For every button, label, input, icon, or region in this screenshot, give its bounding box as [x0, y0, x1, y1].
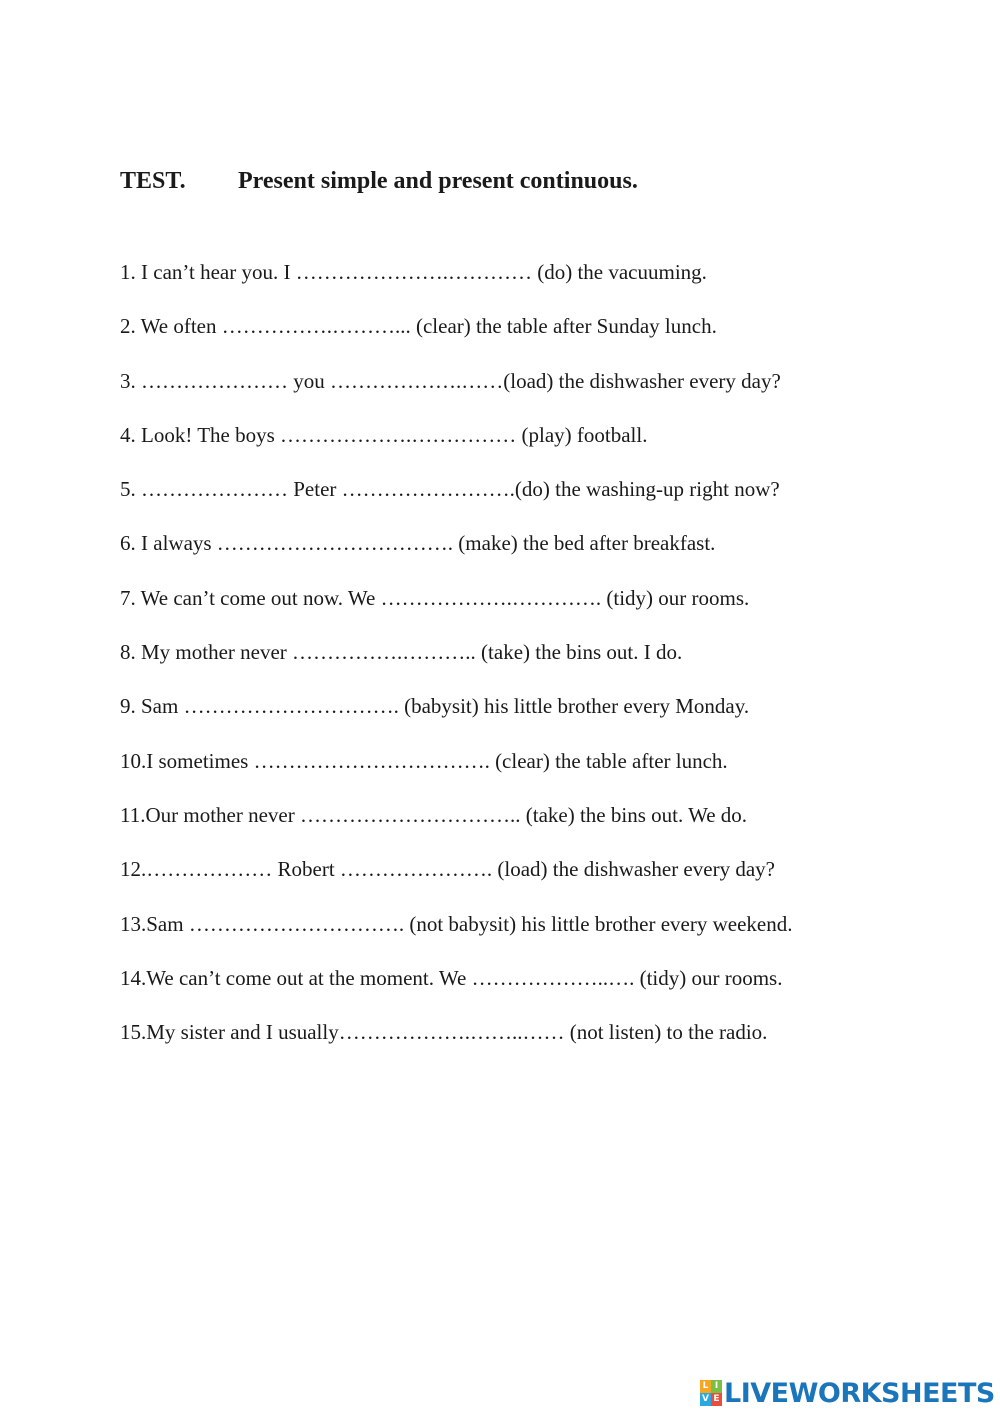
question-item: 8. My mother never …………….……….. (take) the bins out. I do.	[120, 640, 683, 665]
question-item: 14.We can’t come out at the moment. We ………………..…. (tidy) our rooms.	[120, 965, 783, 990]
worksheet-title	[120, 168, 638, 195]
logo-mark-letter: I	[711, 1380, 722, 1393]
title-label: TEST.	[120, 168, 186, 194]
question-item: 13.Sam …………………………. (not babysit) his little brother every weekend.	[120, 911, 793, 936]
question-item: 9. Sam …………………………. (babysit) his little brother every Monday.	[120, 694, 750, 719]
logo-mark-letter: L	[700, 1380, 711, 1393]
question-item: 4. Look! The boys ……………….…………… (play) football.	[120, 422, 648, 447]
question-item: 1. I can’t hear you. I ………………….………… (do) the vacuuming.	[120, 260, 707, 284]
liveworksheets-logo[interactable]	[700, 1378, 995, 1408]
question-item: 10.I sometimes ……………………………. (clear) the table after lunch.	[120, 748, 728, 773]
question-item: 2. We often …………….………... (clear) the table after Sunday lunch.	[120, 314, 717, 339]
question-item: 15.My sister and I usually……………….……..…… (not listen) to the radio.	[120, 1020, 768, 1045]
title-subject: Present simple and present continuous.	[238, 168, 638, 194]
logo-text: LIVEWORKSHEETS	[724, 1377, 995, 1409]
question-item: 3. ………………… you ……………….……(load) the dishwasher every day?	[120, 368, 781, 393]
logo-mark-icon	[700, 1380, 722, 1406]
question-item: 7. We can’t come out now. We ……………….…………. (tidy) our rooms.	[120, 585, 750, 610]
question-list	[120, 258, 920, 1072]
logo-mark-letter: E	[711, 1393, 722, 1406]
question-item: 11.Our mother never ………………………….. (take) the bins out. We do.	[120, 802, 748, 827]
question-item: 5. ………………… Peter …………………….(do) the washing-up right now?	[120, 477, 780, 502]
question-item: 6. I always ……………………………. (make) the bed after breakfast.	[120, 531, 716, 556]
logo-mark-letter: V	[700, 1393, 711, 1406]
question-item: 12.……………… Robert …………………. (load) the dishwasher every day?	[120, 857, 775, 882]
